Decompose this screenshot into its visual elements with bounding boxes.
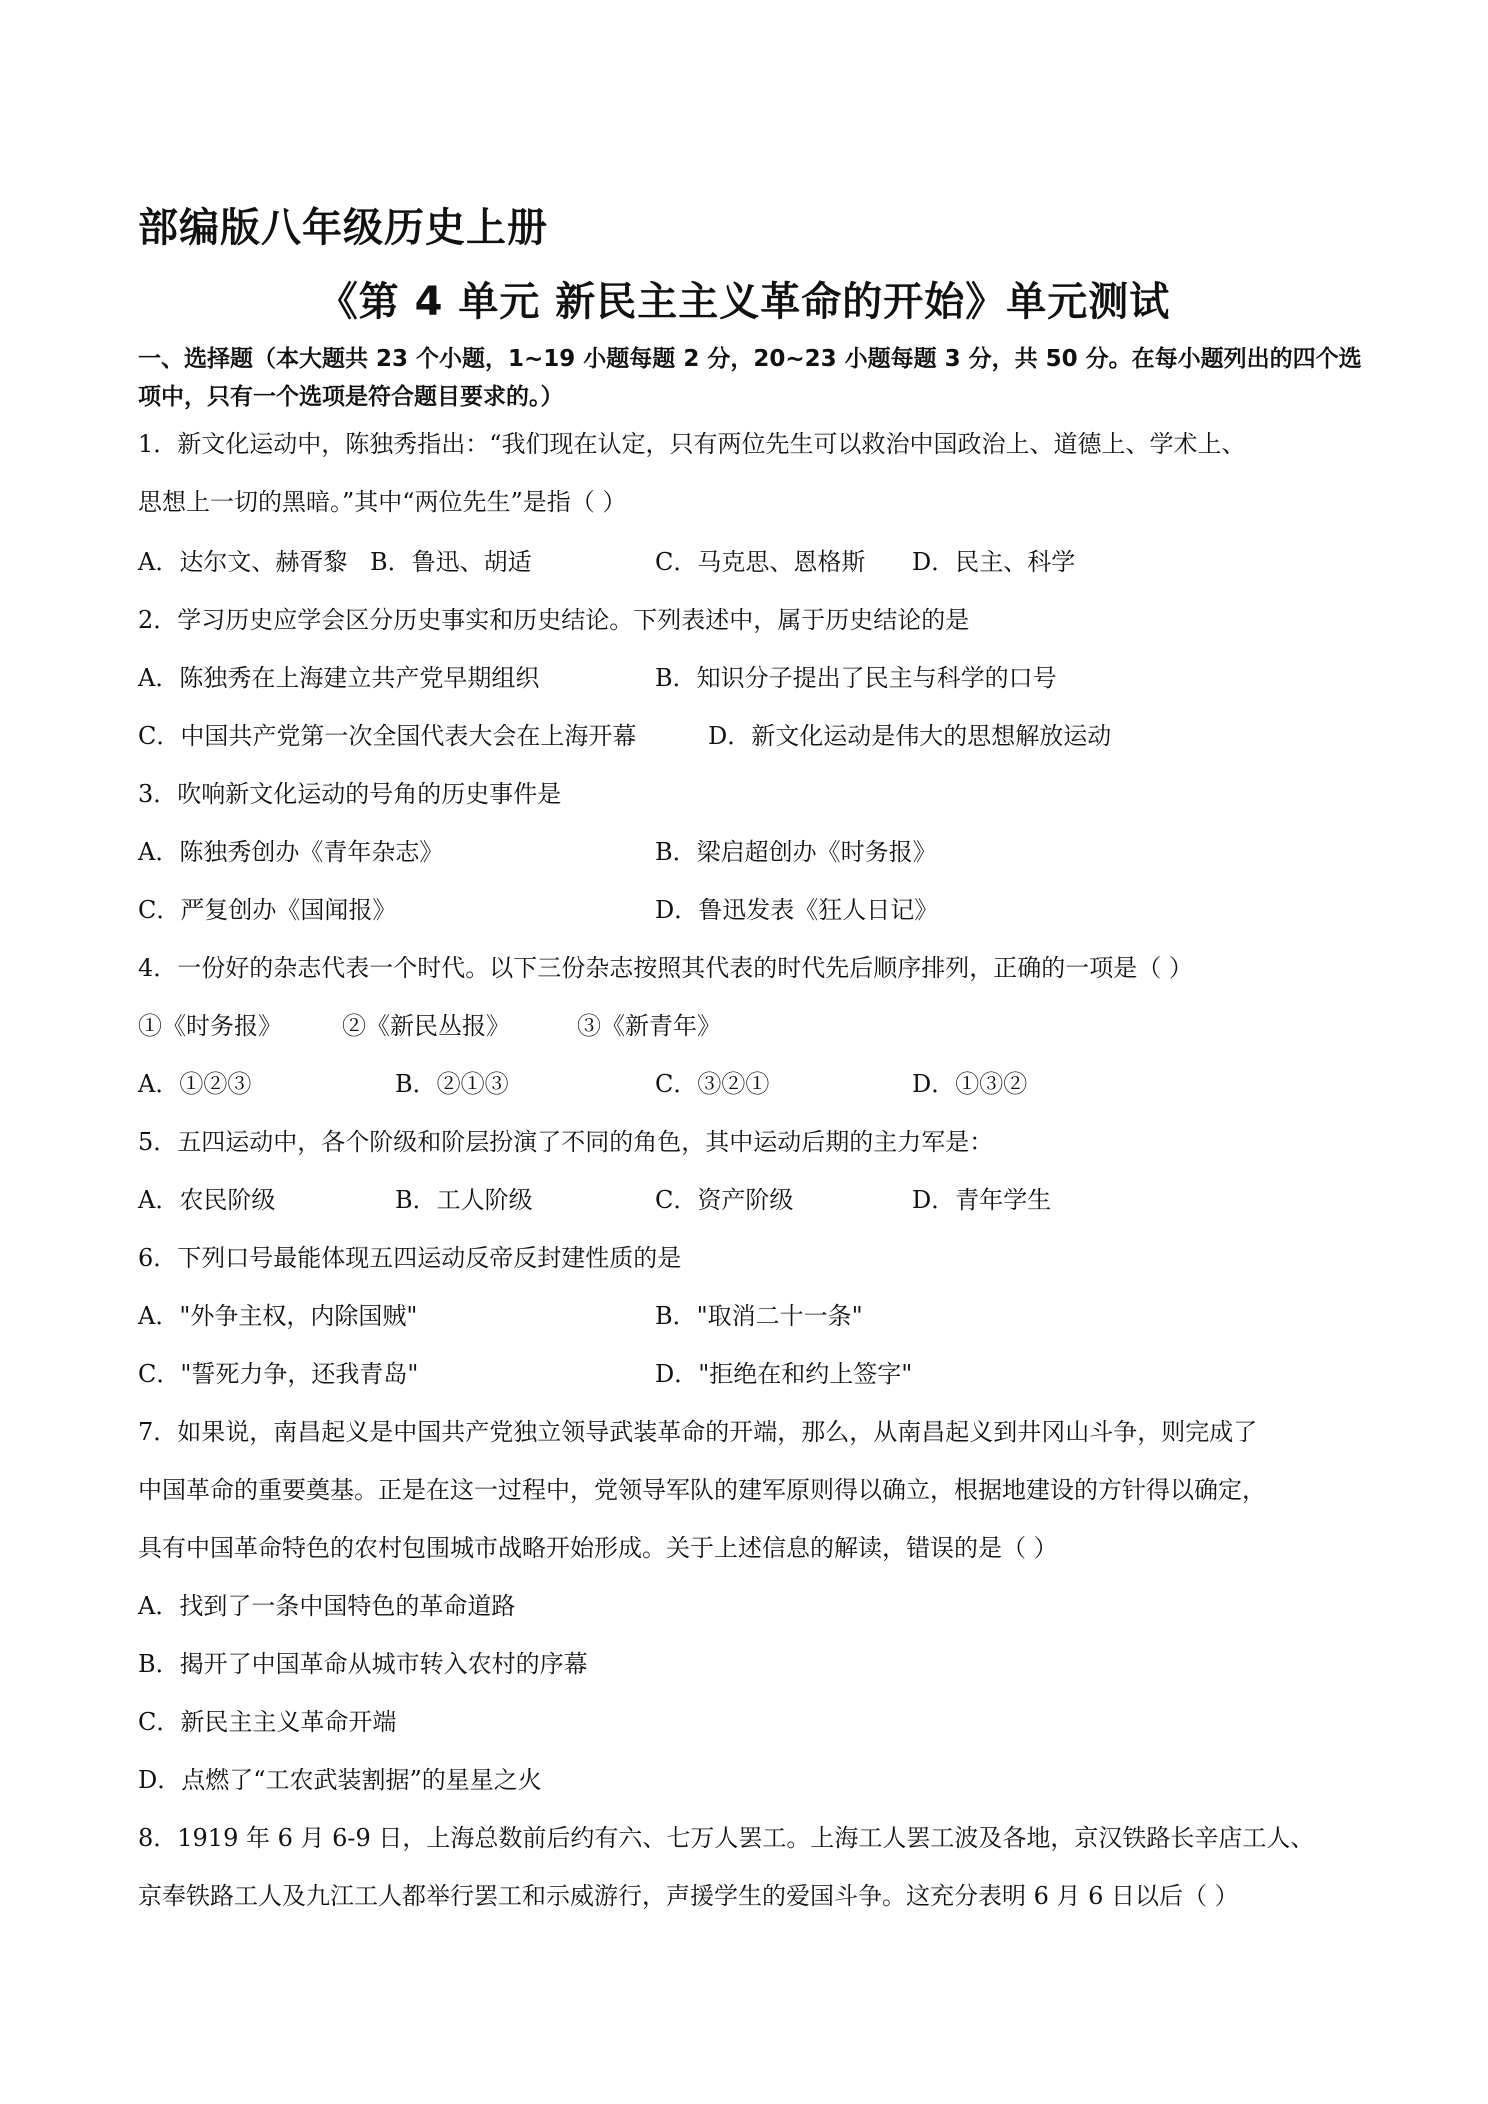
q5-option-b: B．工人阶级	[395, 1186, 533, 1214]
q5-stem: 5．五四运动中，各个阶级和阶层扮演了不同的角色，其中运动后期的主力军是：	[138, 1128, 994, 1156]
q7-option-b: B．揭开了中国革命从城市转入农村的序幕	[138, 1650, 588, 1678]
q3-stem: 3．吹响新文化运动的号角的历史事件是	[138, 780, 562, 808]
q1-option-a: A．达尔文、赫胥黎	[138, 548, 348, 576]
q8-stem-line-2: 京奉铁路工人及九江工人都举行罢工和示威游行，声援学生的爱国斗争。这充分表明 6 月 6 日以后（ ）	[138, 1882, 1239, 1910]
q6-option-c: C．"誓死力争，还我青岛"	[138, 1360, 419, 1388]
q1-option-c: C．马克思、恩格斯	[655, 548, 866, 576]
q1-stem-line-2: 思想上一切的黑暗。”其中“两位先生”是指（ ）	[138, 488, 627, 516]
q5-option-a: A．农民阶级	[138, 1186, 276, 1214]
q4-item-2: ②《新民丛报》	[342, 1012, 510, 1040]
q5-option-d: D．青年学生	[912, 1186, 1052, 1214]
q6-option-b: B．"取消二十一条"	[655, 1302, 863, 1330]
q3-option-d: D．鲁迅发表《狂人日记》	[655, 896, 939, 924]
q4-option-b: B．②①③	[395, 1070, 509, 1098]
q7-option-d: D．点燃了“工农武装割据”的星星之火	[138, 1766, 542, 1794]
q2-option-a: A．陈独秀在上海建立共产党早期组织	[138, 664, 540, 692]
book-title: 部编版八年级历史上册	[138, 205, 548, 251]
q4-option-a: A．①②③	[138, 1070, 252, 1098]
q5-option-c: C．资产阶级	[655, 1186, 794, 1214]
q6-stem: 6．下列口号最能体现五四运动反帝反封建性质的是	[138, 1244, 682, 1272]
q8-stem-line-1: 8．1919 年 6 月 6-9 日，上海总数前后约有六、七万人罢工。上海工人罢工波及各地，京汉铁路长辛店工人、	[138, 1824, 1315, 1852]
q1-stem-line-1: 1．新文化运动中，陈独秀指出：“我们现在认定，只有两位先生可以救治中国政治上、道德上、学术上、	[138, 430, 1246, 458]
unit-test-title: 《第 4 单元 新民主主义革命的开始》单元测试	[317, 279, 1171, 325]
section-heading: 一、选择题（本大题共 23 个小题，1~19 小题每题 2 分，20~23 小题每题 3 分，共 50 分。在每小题列出的四个选项中，只有一个选项是符合题目要求的。）	[138, 346, 1362, 410]
q7-stem-line-1: 7．如果说，南昌起义是中国共产党独立领导武装革命的开端，那么，从南昌起义到井冈山斗争，则完成了	[138, 1418, 1258, 1446]
q2-stem: 2．学习历史应学会区分历史事实和历史结论。下列表述中，属于历史结论的是	[138, 606, 970, 634]
q1-option-b: B．鲁迅、胡适	[370, 548, 532, 576]
q6-option-a: A．"外争主权，内除国贼"	[138, 1302, 418, 1330]
q7-stem-line-2: 中国革命的重要奠基。正是在这一过程中，党领导军队的建军原则得以确立，根据地建设的方针得以确定，	[138, 1476, 1266, 1504]
q4-option-c: C．③②①	[655, 1070, 770, 1098]
q4-item-3: ③《新青年》	[577, 1012, 721, 1040]
q3-option-c: C．严复创办《国闻报》	[138, 896, 397, 924]
q6-option-d: D．"拒绝在和约上签字"	[655, 1360, 913, 1388]
q3-option-b: B．梁启超创办《时务报》	[655, 838, 937, 866]
q1-option-d: D．民主、科学	[912, 548, 1076, 576]
q2-option-d: D．新文化运动是伟大的思想解放运动	[708, 722, 1112, 750]
q4-item-1: ①《时务报》	[138, 1012, 282, 1040]
q4-stem: 4．一份好的杂志代表一个时代。以下三份杂志按照其代表的时代先后顺序排列，正确的一项是（ ）	[138, 954, 1193, 982]
q7-stem-line-3: 具有中国革命特色的农村包围城市战略开始形成。关于上述信息的解读，错误的是（ ）	[138, 1534, 1058, 1562]
q2-option-b: B．知识分子提出了民主与科学的口号	[655, 664, 1057, 692]
q4-option-d: D．①③②	[912, 1070, 1028, 1098]
q3-option-a: A．陈独秀创办《青年杂志》	[138, 838, 444, 866]
q7-option-a: A．找到了一条中国特色的革命道路	[138, 1592, 516, 1620]
q7-option-c: C．新民主主义革命开端	[138, 1708, 397, 1736]
q2-option-c: C．中国共产党第一次全国代表大会在上海开幕	[138, 722, 637, 750]
